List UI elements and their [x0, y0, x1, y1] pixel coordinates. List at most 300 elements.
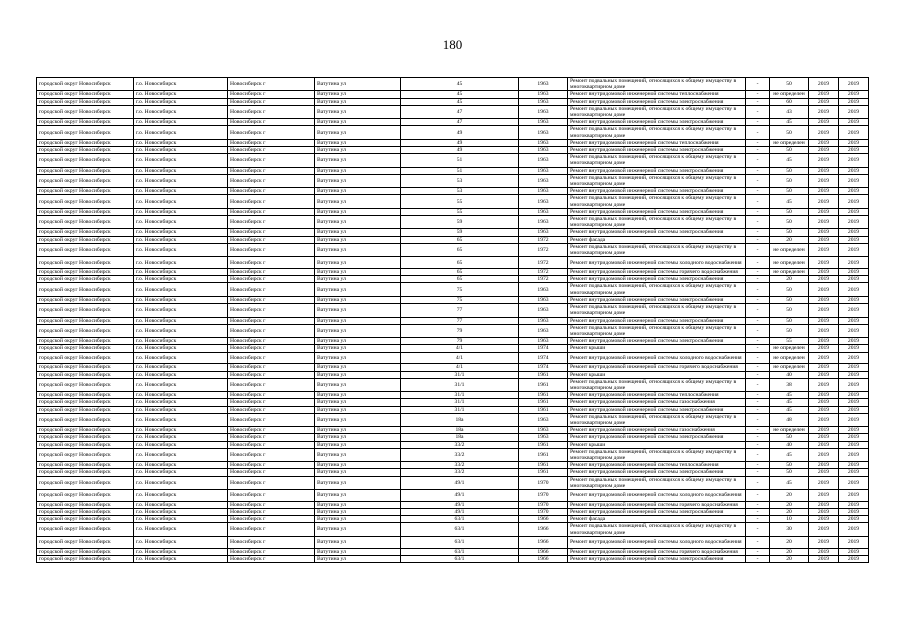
cell-house: 31/1: [401, 399, 519, 406]
cell-amount: 20: [770, 489, 809, 501]
cell-street: Ватутина ул: [315, 469, 401, 476]
cell-year-start: 2019: [809, 147, 839, 154]
cell-house: 65: [401, 269, 519, 276]
table-row: [37, 434, 869, 441]
cell-settlement: г.о. Новосибирск: [134, 508, 228, 515]
cell-year-start: 2019: [809, 434, 839, 441]
cell-city: Новосибирск г: [228, 364, 315, 371]
cell-district: городской округ Новосибирск: [37, 548, 134, 555]
cell-amount: 43: [770, 105, 809, 118]
cell-district: городской округ Новосибирск: [37, 296, 134, 303]
cell-city: Новосибирск г: [228, 296, 315, 303]
cell-work-type: Ремонт внутридомовой инженерной системы горячего водоснабжения: [568, 364, 746, 371]
cell-street: Ватутина ул: [315, 324, 401, 337]
cell-year-end: 2019: [839, 441, 869, 448]
cell-work-type: Ремонт внутридомовой инженерной системы газоснабжения: [568, 399, 746, 406]
cell-settlement: г.о. Новосибирск: [134, 139, 228, 146]
cell-year: 1961: [519, 448, 568, 461]
cell-work-type: Ремонт подвальных помещений, относящихся к общему имуществу в многоквартирном доме: [568, 378, 746, 391]
cell-district: городской округ Новосибирск: [37, 352, 134, 364]
cell-district: городской округ Новосибирск: [37, 378, 134, 391]
cell-year-end: 2019: [839, 516, 869, 523]
cell-amount: не определен: [770, 91, 809, 98]
cell-flag: -: [746, 283, 770, 296]
cell-amount: 40: [770, 371, 809, 378]
cell-district: городской округ Новосибирск: [37, 78, 134, 91]
cell-flag: -: [746, 501, 770, 508]
cell-year-end: 2019: [839, 324, 869, 337]
cell-amount: не определен: [770, 257, 809, 269]
cell-year: 1963: [519, 413, 568, 426]
cell-amount: 50: [770, 188, 809, 195]
cell-work-type: Ремонт подвальных помещений, относящихся к общему имуществу в многоквартирном доме: [568, 105, 746, 118]
cell-work-type: Ремонт подвальных помещений, относящихся к общему имуществу в многоквартирном доме: [568, 283, 746, 296]
cell-house: 53: [401, 174, 519, 187]
cell-work-type: Ремонт фасада: [568, 236, 746, 243]
cell-district: городской округ Новосибирск: [37, 317, 134, 324]
cell-work-type: Ремонт внутридомовой инженерной системы горячего водоснабжения: [568, 269, 746, 276]
cell-settlement: г.о. Новосибирск: [134, 269, 228, 276]
cell-year: 1961: [519, 371, 568, 378]
cell-street: Ватутина ул: [315, 269, 401, 276]
cell-city: Новосибирск г: [228, 257, 315, 269]
cell-house: 55: [401, 195, 519, 208]
cell-year: 1963: [519, 119, 568, 126]
cell-city: Новосибирск г: [228, 469, 315, 476]
cell-flag: -: [746, 257, 770, 269]
cell-house: 75: [401, 283, 519, 296]
cell-year: 1963: [519, 324, 568, 337]
cell-year: 1972: [519, 243, 568, 256]
cell-amount: 45: [770, 399, 809, 406]
table-row: [37, 338, 869, 345]
cell-house: 45: [401, 91, 519, 98]
cell-city: Новосибирск г: [228, 536, 315, 548]
table-row: [37, 371, 869, 378]
cell-amount: 50: [770, 317, 809, 324]
cell-street: Ватутина ул: [315, 536, 401, 548]
cell-settlement: г.о. Новосибирск: [134, 462, 228, 469]
table-row: [37, 469, 869, 476]
cell-amount: 20: [770, 508, 809, 515]
cell-year: 1961: [519, 392, 568, 399]
cell-house: 49: [401, 147, 519, 154]
cell-work-type: Ремонт подвальных помещений, относящихся к общему имуществу в многоквартирном доме: [568, 448, 746, 461]
cell-settlement: г.о. Новосибирск: [134, 188, 228, 195]
cell-settlement: г.о. Новосибирск: [134, 392, 228, 399]
cell-flag: -: [746, 508, 770, 515]
cell-house: 45: [401, 98, 519, 105]
cell-house: 45: [401, 78, 519, 91]
cell-house: 59: [401, 229, 519, 236]
cell-city: Новосибирск г: [228, 98, 315, 105]
cell-amount: 20: [770, 276, 809, 283]
cell-work-type: Ремонт подвальных помещений, относящихся к общему имуществу в многоквартирном доме: [568, 304, 746, 317]
cell-street: Ватутина ул: [315, 413, 401, 426]
cell-year-end: 2019: [839, 448, 869, 461]
cell-year-end: 2019: [839, 462, 869, 469]
cell-amount: 20: [770, 236, 809, 243]
cell-settlement: г.о. Новосибирск: [134, 119, 228, 126]
cell-house: 51: [401, 154, 519, 167]
cell-flag: -: [746, 371, 770, 378]
cell-year: 1972: [519, 276, 568, 283]
cell-street: Ватутина ул: [315, 243, 401, 256]
cell-flag: -: [746, 399, 770, 406]
cell-year: 1972: [519, 269, 568, 276]
cell-district: городской округ Новосибирск: [37, 208, 134, 215]
cell-year-end: 2019: [839, 364, 869, 371]
cell-street: Ватутина ул: [315, 139, 401, 146]
cell-street: Ватутина ул: [315, 147, 401, 154]
cell-year-start: 2019: [809, 296, 839, 303]
cell-district: городской округ Новосибирск: [37, 508, 134, 515]
cell-city: Новосибирск г: [228, 91, 315, 98]
cell-city: Новосибирск г: [228, 462, 315, 469]
cell-flag: -: [746, 91, 770, 98]
cell-work-type: Ремонт подвальных помещений, относящихся к общему имуществу в многоквартирном доме: [568, 126, 746, 139]
cell-amount: 50: [770, 469, 809, 476]
table-row: [37, 364, 869, 371]
cell-work-type: Ремонт внутридомовой инженерной системы холодного водоснабжения: [568, 352, 746, 364]
cell-year-end: 2019: [839, 188, 869, 195]
cell-flag: -: [746, 139, 770, 146]
cell-street: Ватутина ул: [315, 167, 401, 174]
cell-settlement: г.о. Новосибирск: [134, 345, 228, 352]
cell-year-start: 2019: [809, 91, 839, 98]
cell-year-end: 2019: [839, 548, 869, 555]
cell-street: Ватутина ул: [315, 516, 401, 523]
cell-amount: 50: [770, 147, 809, 154]
cell-year-start: 2019: [809, 304, 839, 317]
cell-house: 4/1: [401, 364, 519, 371]
cell-house: 79: [401, 324, 519, 337]
table-row: [37, 78, 869, 91]
cell-settlement: г.о. Новосибирск: [134, 469, 228, 476]
cell-year-start: 2019: [809, 392, 839, 399]
cell-year-start: 2019: [809, 501, 839, 508]
cell-street: Ватутина ул: [315, 257, 401, 269]
cell-street: Ватутина ул: [315, 276, 401, 283]
cell-house: 47: [401, 119, 519, 126]
cell-settlement: г.о. Новосибирск: [134, 476, 228, 489]
cell-district: городской округ Новосибирск: [37, 434, 134, 441]
cell-city: Новосибирск г: [228, 147, 315, 154]
cell-flag: -: [746, 78, 770, 91]
cell-year: 1963: [519, 147, 568, 154]
cell-street: Ватутина ул: [315, 434, 401, 441]
cell-city: Новосибирск г: [228, 276, 315, 283]
cell-street: Ватутина ул: [315, 476, 401, 489]
cell-amount: 45: [770, 195, 809, 208]
cell-street: Ватутина ул: [315, 352, 401, 364]
cell-year-start: 2019: [809, 476, 839, 489]
cell-street: Ватутина ул: [315, 236, 401, 243]
cell-amount: 38: [770, 378, 809, 391]
cell-year-start: 2019: [809, 216, 839, 229]
cell-house: 63/1: [401, 555, 519, 562]
cell-house: 63/1: [401, 548, 519, 555]
cell-work-type: Ремонт внутридомовой инженерной системы электроснабжения: [568, 276, 746, 283]
cell-house: 33/2: [401, 469, 519, 476]
cell-year-start: 2019: [809, 516, 839, 523]
cell-house: 33/2: [401, 448, 519, 461]
cell-house: 49/1: [401, 501, 519, 508]
cell-district: городской округ Новосибирск: [37, 516, 134, 523]
cell-settlement: г.о. Новосибирск: [134, 516, 228, 523]
cell-work-type: Ремонт внутридомовой инженерной системы электроснабжения: [568, 119, 746, 126]
cell-flag: -: [746, 119, 770, 126]
cell-city: Новосибирск г: [228, 324, 315, 337]
cell-amount: не определен: [770, 269, 809, 276]
cell-street: Ватутина ул: [315, 523, 401, 536]
table-row: [37, 548, 869, 555]
cell-house: 65: [401, 276, 519, 283]
cell-district: городской округ Новосибирск: [37, 536, 134, 548]
cell-district: городской округ Новосибирск: [37, 338, 134, 345]
cell-city: Новосибирск г: [228, 154, 315, 167]
cell-settlement: г.о. Новосибирск: [134, 399, 228, 406]
cell-year-start: 2019: [809, 523, 839, 536]
cell-year-start: 2019: [809, 489, 839, 501]
cell-year: 1970: [519, 476, 568, 489]
cell-year-end: 2019: [839, 98, 869, 105]
cell-settlement: г.о. Новосибирск: [134, 296, 228, 303]
cell-year: 1963: [519, 91, 568, 98]
cell-flag: -: [746, 105, 770, 118]
cell-year: 1963: [519, 304, 568, 317]
cell-district: городской округ Новосибирск: [37, 364, 134, 371]
cell-amount: 45: [770, 119, 809, 126]
cell-flag: -: [746, 269, 770, 276]
cell-year: 1963: [519, 174, 568, 187]
cell-year: 1963: [519, 216, 568, 229]
cell-year: 1974: [519, 364, 568, 371]
cell-settlement: г.о. Новосибирск: [134, 304, 228, 317]
cell-district: городской округ Новосибирск: [37, 119, 134, 126]
cell-settlement: г.о. Новосибирск: [134, 501, 228, 508]
cell-amount: не определен: [770, 345, 809, 352]
cell-city: Новосибирск г: [228, 126, 315, 139]
cell-street: Ватутина ул: [315, 208, 401, 215]
cell-flag: -: [746, 167, 770, 174]
cell-city: Новосибирск г: [228, 317, 315, 324]
cell-street: Ватутина ул: [315, 406, 401, 413]
cell-house: 51: [401, 167, 519, 174]
cell-work-type: Ремонт внутридомовой инженерной системы теплоснабжения: [568, 462, 746, 469]
cell-street: Ватутина ул: [315, 555, 401, 562]
cell-settlement: г.о. Новосибирск: [134, 523, 228, 536]
table-row: [37, 489, 869, 501]
cell-flag: -: [746, 441, 770, 448]
cell-city: Новосибирск г: [228, 345, 315, 352]
cell-year-start: 2019: [809, 78, 839, 91]
cell-amount: 48: [770, 413, 809, 426]
cell-year-end: 2019: [839, 243, 869, 256]
cell-flag: -: [746, 448, 770, 461]
cell-year: 1963: [519, 283, 568, 296]
cell-street: Ватутина ул: [315, 229, 401, 236]
cell-district: городской округ Новосибирск: [37, 98, 134, 105]
cell-work-type: Ремонт подвальных помещений, относящихся к общему имуществу в многоквартирном доме: [568, 243, 746, 256]
cell-year: 1966: [519, 523, 568, 536]
cell-settlement: г.о. Новосибирск: [134, 413, 228, 426]
cell-work-type: Ремонт внутридомовой инженерной системы горячего водоснабжения: [568, 548, 746, 555]
cell-year-end: 2019: [839, 78, 869, 91]
cell-district: городской округ Новосибирск: [37, 195, 134, 208]
cell-district: городской округ Новосибирск: [37, 448, 134, 461]
table-row: [37, 283, 869, 296]
cell-work-type: Ремонт внутридомовой инженерной системы газоснабжения: [568, 427, 746, 434]
cell-year: 1961: [519, 462, 568, 469]
cell-year-start: 2019: [809, 195, 839, 208]
cell-amount: не определен: [770, 352, 809, 364]
cell-district: городской округ Новосибирск: [37, 304, 134, 317]
table-row: [37, 276, 869, 283]
table-row: [37, 501, 869, 508]
cell-flag: -: [746, 126, 770, 139]
cell-house: 75: [401, 296, 519, 303]
cell-year-start: 2019: [809, 441, 839, 448]
cell-flag: -: [746, 345, 770, 352]
table-row: [37, 516, 869, 523]
cell-year-end: 2019: [839, 119, 869, 126]
table-row: [37, 413, 869, 426]
cell-city: Новосибирск г: [228, 78, 315, 91]
cell-district: городской округ Новосибирск: [37, 167, 134, 174]
cell-year: 1963: [519, 427, 568, 434]
cell-flag: -: [746, 324, 770, 337]
cell-work-type: Ремонт внутридомовой инженерной системы электроснабжения: [568, 434, 746, 441]
cell-street: Ватутина ул: [315, 174, 401, 187]
cell-city: Новосибирск г: [228, 195, 315, 208]
cell-street: Ватутина ул: [315, 195, 401, 208]
cell-settlement: г.о. Новосибирск: [134, 105, 228, 118]
cell-year-start: 2019: [809, 257, 839, 269]
cell-district: городской округ Новосибирск: [37, 91, 134, 98]
cell-street: Ватутина ул: [315, 399, 401, 406]
cell-work-type: Ремонт подвальных помещений, относящихся к общему имуществу в многоквартирном доме: [568, 174, 746, 187]
cell-year-end: 2019: [839, 371, 869, 378]
table-row: [37, 167, 869, 174]
cell-amount: 50: [770, 283, 809, 296]
cell-house: 31/1: [401, 406, 519, 413]
table-row: [37, 188, 869, 195]
cell-flag: -: [746, 236, 770, 243]
cell-street: Ватутина ул: [315, 296, 401, 303]
table-row: [37, 139, 869, 146]
cell-amount: 45: [770, 476, 809, 489]
cell-city: Новосибирск г: [228, 269, 315, 276]
cell-settlement: г.о. Новосибирск: [134, 126, 228, 139]
cell-year: 1966: [519, 548, 568, 555]
cell-flag: -: [746, 174, 770, 187]
cell-year: 1963: [519, 338, 568, 345]
cell-year-end: 2019: [839, 126, 869, 139]
cell-district: городской округ Новосибирск: [37, 269, 134, 276]
cell-house: 31/1: [401, 392, 519, 399]
cell-work-type: Ремонт внутридомовой инженерной системы электроснабжения: [568, 317, 746, 324]
table-row: [37, 555, 869, 562]
cell-street: Ватутина ул: [315, 427, 401, 434]
cell-year-start: 2019: [809, 413, 839, 426]
cell-district: городской округ Новосибирск: [37, 229, 134, 236]
table-row: [37, 324, 869, 337]
cell-district: городской округ Новосибирск: [37, 174, 134, 187]
cell-settlement: г.о. Новосибирск: [134, 338, 228, 345]
table-body: [37, 78, 869, 563]
cell-year-start: 2019: [809, 167, 839, 174]
cell-year: 1974: [519, 352, 568, 364]
cell-house: 55: [401, 208, 519, 215]
cell-street: Ватутина ул: [315, 364, 401, 371]
cell-street: Ватутина ул: [315, 154, 401, 167]
cell-city: Новосибирск г: [228, 338, 315, 345]
table-row: [37, 345, 869, 352]
cell-work-type: Ремонт подвальных помещений, относящихся к общему имуществу в многоквартирном доме: [568, 154, 746, 167]
cell-street: Ватутина ул: [315, 304, 401, 317]
cell-year-end: 2019: [839, 413, 869, 426]
cell-district: городской округ Новосибирск: [37, 154, 134, 167]
cell-settlement: г.о. Новосибирск: [134, 283, 228, 296]
cell-work-type: Ремонт внутридомовой инженерной системы электроснабжения: [568, 208, 746, 215]
cell-house: 33/2: [401, 441, 519, 448]
cell-flag: -: [746, 296, 770, 303]
cell-district: городской округ Новосибирск: [37, 462, 134, 469]
cell-flag: -: [746, 489, 770, 501]
cell-house: 53: [401, 188, 519, 195]
cell-flag: -: [746, 147, 770, 154]
page-number: 180: [442, 37, 463, 52]
cell-city: Новосибирск г: [228, 139, 315, 146]
cell-year-end: 2019: [839, 229, 869, 236]
cell-year-start: 2019: [809, 208, 839, 215]
cell-settlement: г.о. Новосибирск: [134, 427, 228, 434]
table-row: [37, 304, 869, 317]
cell-amount: 50: [770, 434, 809, 441]
cell-year-start: 2019: [809, 236, 839, 243]
cell-work-type: Ремонт крыши: [568, 345, 746, 352]
cell-year-end: 2019: [839, 317, 869, 324]
cell-year: 1963: [519, 317, 568, 324]
cell-year-end: 2019: [839, 469, 869, 476]
cell-year-end: 2019: [839, 105, 869, 118]
cell-year-end: 2019: [839, 276, 869, 283]
cell-year-end: 2019: [839, 523, 869, 536]
cell-work-type: Ремонт подвальных помещений, относящихся к общему имуществу в многоквартирном доме: [568, 78, 746, 91]
cell-district: городской округ Новосибирск: [37, 371, 134, 378]
cell-house: 31/1: [401, 378, 519, 391]
cell-year: 1961: [519, 378, 568, 391]
cell-settlement: г.о. Новосибирск: [134, 91, 228, 98]
cell-street: Ватутина ул: [315, 392, 401, 399]
cell-year-start: 2019: [809, 317, 839, 324]
cell-settlement: г.о. Новосибирск: [134, 243, 228, 256]
cell-city: Новосибирск г: [228, 208, 315, 215]
cell-flag: -: [746, 427, 770, 434]
table-row: [37, 441, 869, 448]
cell-work-type: Ремонт подвальных помещений, относящихся к общему имуществу в многоквартирном доме: [568, 195, 746, 208]
cell-flag: -: [746, 352, 770, 364]
cell-flag: -: [746, 516, 770, 523]
cell-amount: 50: [770, 174, 809, 187]
cell-district: городской округ Новосибирск: [37, 399, 134, 406]
cell-settlement: г.о. Новосибирск: [134, 548, 228, 555]
cell-year-start: 2019: [809, 448, 839, 461]
cell-year-start: 2019: [809, 105, 839, 118]
cell-house: 47: [401, 105, 519, 118]
cell-house: 49: [401, 139, 519, 146]
